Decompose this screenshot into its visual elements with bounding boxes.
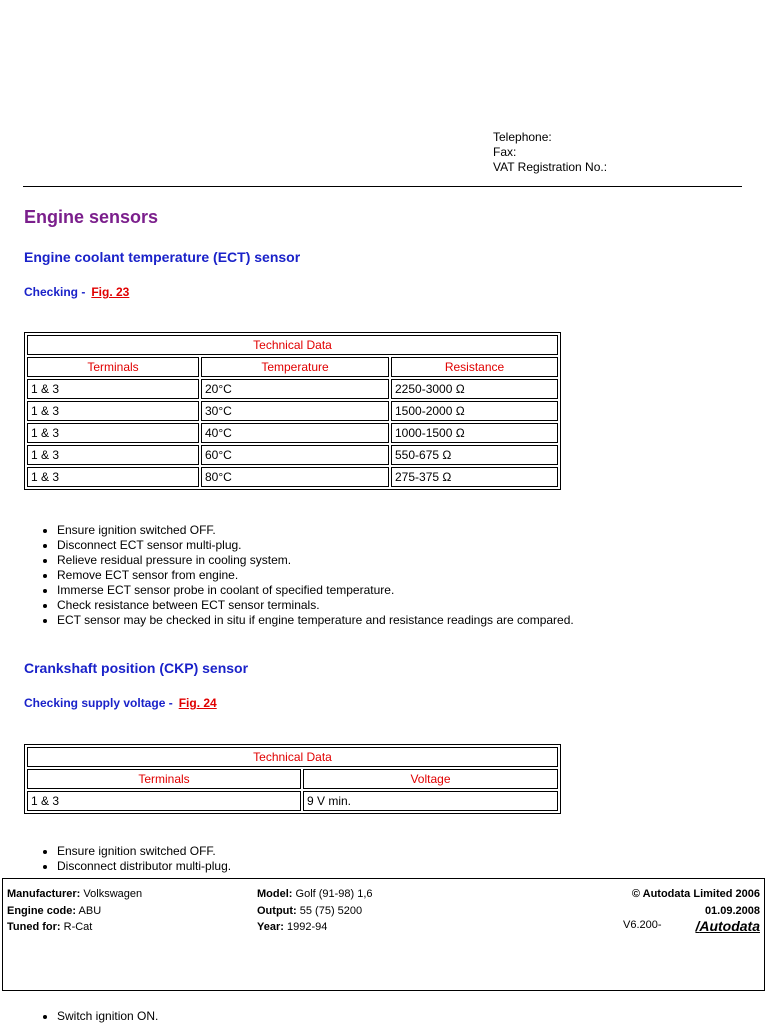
table-cell: 1 & 3 xyxy=(27,791,301,811)
column-header: Resistance xyxy=(391,357,558,377)
table-cell: 2250-3000 Ω xyxy=(391,379,558,399)
table-cell: 1500-2000 Ω xyxy=(391,401,558,421)
autodata-logo-text: Autodata xyxy=(699,918,760,934)
ckp-heading: Crankshaft position (CKP) sensor xyxy=(24,660,249,676)
table-cell: 1000-1500 Ω xyxy=(391,423,558,443)
table-row xyxy=(27,401,558,421)
ckp-checking-label: Checking supply voltage - xyxy=(24,696,173,710)
table-cell: 275-375 Ω xyxy=(391,467,558,487)
ckp-steps-continued-list xyxy=(24,1009,158,1024)
table-row xyxy=(27,791,558,811)
tuned-for-label: Tuned for: xyxy=(7,921,61,933)
manufacturer-line xyxy=(7,886,142,903)
vat-label: VAT Registration No.: xyxy=(493,160,608,174)
table-cell: 40°C xyxy=(201,423,389,443)
ect-heading: Engine coolant temperature (ECT) sensor xyxy=(24,249,301,265)
table-cell: 9 V min. xyxy=(303,791,558,811)
footer-copyright-column xyxy=(632,886,760,919)
column-header: Terminals xyxy=(27,769,301,789)
column-header: Voltage xyxy=(303,769,558,789)
ect-checking-line xyxy=(24,285,129,299)
ect-checking-label: Checking - xyxy=(24,285,86,299)
ckp-steps-list xyxy=(24,844,231,874)
table-row xyxy=(27,379,558,399)
list-item: • Check resistance between ECT sensor terminals. xyxy=(57,598,574,613)
list-item: • Ensure ignition switched OFF. xyxy=(57,844,231,859)
list-item: • Relieve residual pressure in cooling system. xyxy=(57,553,574,568)
autodata-logo: /Autodata xyxy=(695,918,760,934)
fax-label: Fax: xyxy=(493,145,517,159)
table-header-row xyxy=(27,357,558,377)
table-row xyxy=(27,445,558,465)
engine-code-line xyxy=(7,903,142,920)
version-text: V6.200- xyxy=(623,919,662,931)
list-item: • Disconnect ECT sensor multi-plug. xyxy=(57,538,574,553)
table-cell: 1 & 3 xyxy=(27,467,199,487)
document-footer xyxy=(2,878,765,991)
year-line xyxy=(257,919,373,936)
table-cell: 1 & 3 xyxy=(27,445,199,465)
column-header: Temperature xyxy=(201,357,389,377)
engine-code-label: Engine code: xyxy=(7,904,77,917)
table-cell: 60°C xyxy=(201,445,389,465)
model-line xyxy=(257,886,373,903)
list-item: • Switch ignition ON. xyxy=(57,1009,158,1024)
table-cell: 1 & 3 xyxy=(27,379,199,399)
print-date: 01.09.2008 xyxy=(704,904,760,917)
page-title: Engine sensors xyxy=(24,207,159,227)
engine-code-value: ABU xyxy=(78,904,102,917)
model-value: Golf (91-98) 1,6 xyxy=(295,888,373,900)
table-caption-row xyxy=(27,747,558,767)
footer-model-column xyxy=(257,886,373,936)
year-value: 1992-94 xyxy=(286,921,328,933)
year-label: Year: xyxy=(257,921,284,933)
tuned-for-value: R-Cat xyxy=(63,921,93,933)
table-caption-row xyxy=(27,335,558,355)
table-cell: 1 & 3 xyxy=(27,423,199,443)
table-cell: 550-675 Ω xyxy=(391,445,558,465)
output-value: 55 (75) 5200 xyxy=(299,904,363,917)
telephone-label: Telephone: xyxy=(493,130,552,144)
table-cell: 30°C xyxy=(201,401,389,421)
footer-vehicle-column xyxy=(7,886,142,936)
ckp-technical-data-table xyxy=(24,744,561,814)
ckp-checking-line xyxy=(24,696,217,710)
manufacturer-value: Volkswagen xyxy=(83,888,143,900)
list-item: • ECT sensor may be checked in situ if engine temperature and resistance readings are compared. xyxy=(57,613,574,628)
table-header-row xyxy=(27,769,558,789)
table-row xyxy=(27,467,558,487)
table-caption: Technical Data xyxy=(27,747,558,767)
column-header: Terminals xyxy=(27,357,199,377)
tuned-for-line xyxy=(7,919,142,936)
ect-steps-list xyxy=(24,523,574,628)
copyright-text: © Autodata Limited 2006 xyxy=(631,888,760,900)
fig-23-link[interactable]: Fig. 23 xyxy=(91,285,130,299)
list-item: • Ensure ignition switched OFF. xyxy=(57,523,574,538)
header-divider xyxy=(23,186,742,187)
output-line xyxy=(257,903,373,920)
table-cell: 80°C xyxy=(201,467,389,487)
table-cell: 20°C xyxy=(201,379,389,399)
table-cell: 1 & 3 xyxy=(27,401,199,421)
table-row xyxy=(27,423,558,443)
fig-24-link[interactable]: Fig. 24 xyxy=(178,696,217,710)
table-caption: Technical Data xyxy=(27,335,558,355)
list-item: • Immerse ECT sensor probe in coolant of specified temperature. xyxy=(57,583,574,598)
output-label: Output: xyxy=(257,904,297,917)
list-item: • Remove ECT sensor from engine. xyxy=(57,568,574,583)
manufacturer-label: Manufacturer: xyxy=(7,888,81,900)
ect-technical-data-table xyxy=(24,332,561,490)
list-item: • Disconnect distributor multi-plug. xyxy=(57,859,231,874)
model-label: Model: xyxy=(257,888,293,900)
contact-block xyxy=(493,130,607,175)
